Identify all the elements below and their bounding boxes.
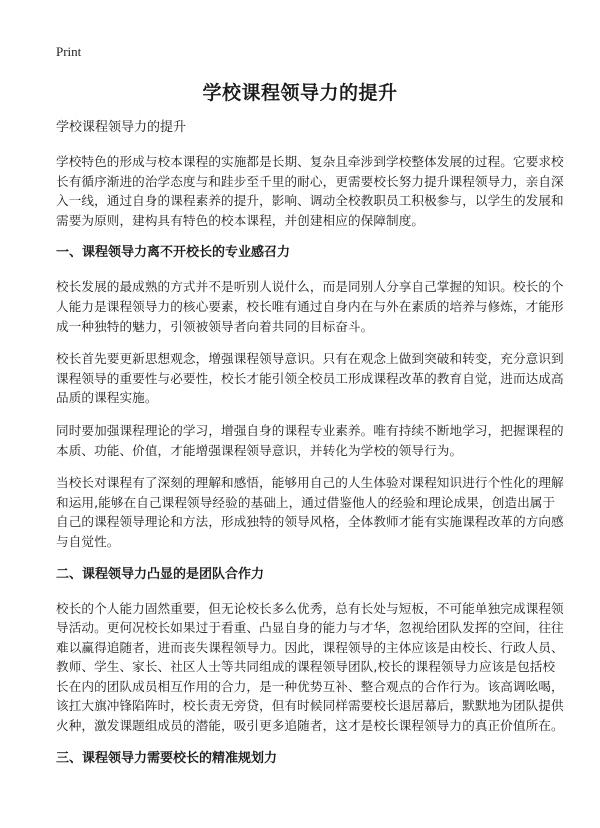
section-1-heading: 一、课程领导力离不开校长的专业感召力 — [56, 245, 291, 261]
section-3-heading: 三、课程领导力需要校长的精准规划力 — [56, 750, 278, 766]
section-1-paragraph-2: 校长首先要更新思想观念，增强课程领导意识。只有在观念上做到突破和转变，充分意识到课程领导的重要性与必要性，校长才能引领全校员工形成课程改革的教育自觉，进而达成高品质的课程实施。 — [56, 351, 564, 406]
article-subtitle: 学校课程领导力的提升 — [56, 120, 187, 135]
section-1-paragraph-3: 同时要加强课程理论的学习，增强自身的课程专业素养。唯有持续不断地学习，把握课程的本质、功能、价值，才能增强课程领导意识，并转化为学校的领导行为。 — [56, 422, 564, 458]
intro-paragraph: 学校特色的形成与校本课程的实施都是长期、复杂且牵涉到学校整体发展的过程。它要求校长有循序渐进的治学态度与和跬步至千里的耐心，更需要校长努力提升课程领导力，亲自深入一线，通过自身的课程素养的提升，影响、调动全校教职员工积极参与，以学生的发展和需要为原则，建构具有特色的校本课程，并创建相应的保障制度。 — [56, 154, 564, 228]
print-link[interactable]: Print — [56, 44, 82, 59]
article-body — [56, 118, 564, 783]
section-2-heading: 二、课程领导力凸显的是团队合作力 — [56, 566, 265, 582]
section-1-paragraph-4: 当校长对课程有了深刻的理解和感悟，能够用自己的人生体验对课程知识进行个性化的理解和运用,能够在自己课程领导经验的基础上，通过借鉴他人的经验和理论成果，创造出属于自己的课程领导理论和方法，形成独特的领导风格，全体教师才能有实施课程改革的方向感与自觉性。 — [56, 475, 564, 549]
section-2-paragraph-1: 校长的个人能力固然重要，但无论校长多么优秀，总有长处与短板，不可能单独完成课程领导活动。更何况校长如果过于看重、凸显自身的能力与才华，忽视给团队发挥的空间，往往难以赢得追随者，进而丧失课程领导力。因此，课程领导的主体应该是由校长、行政人员、教师、学生、家长、社区人士等共同组成的课程领导团队,校长的课程领导力应该是包括校长在内的团队成员相互作用的合力，是一种优势互补、整合观点的合作行为。该高调吆喝，该扛大旗冲锋陷阵时，校长责无旁贷，但有时候同样需要校长退居幕后，默默地为团队提供火种，激发课题组成员的潜能，吸引更多追随者，这才是校长课程领导力的真正价值所在。 — [56, 600, 564, 734]
section-1-paragraph-1: 校长发展的最成熟的方式并不是听别人说什么，而是同别人分享自己掌握的知识。校长的个人能力是课程领导力的核心要素，校长唯有通过自身内在与外在素质的培养与修炼，才能形成一种独特的魅力，引领被领导者向着共同的目标奋斗。 — [56, 279, 564, 334]
page-title: 学校课程领导力的提升 — [202, 82, 398, 104]
